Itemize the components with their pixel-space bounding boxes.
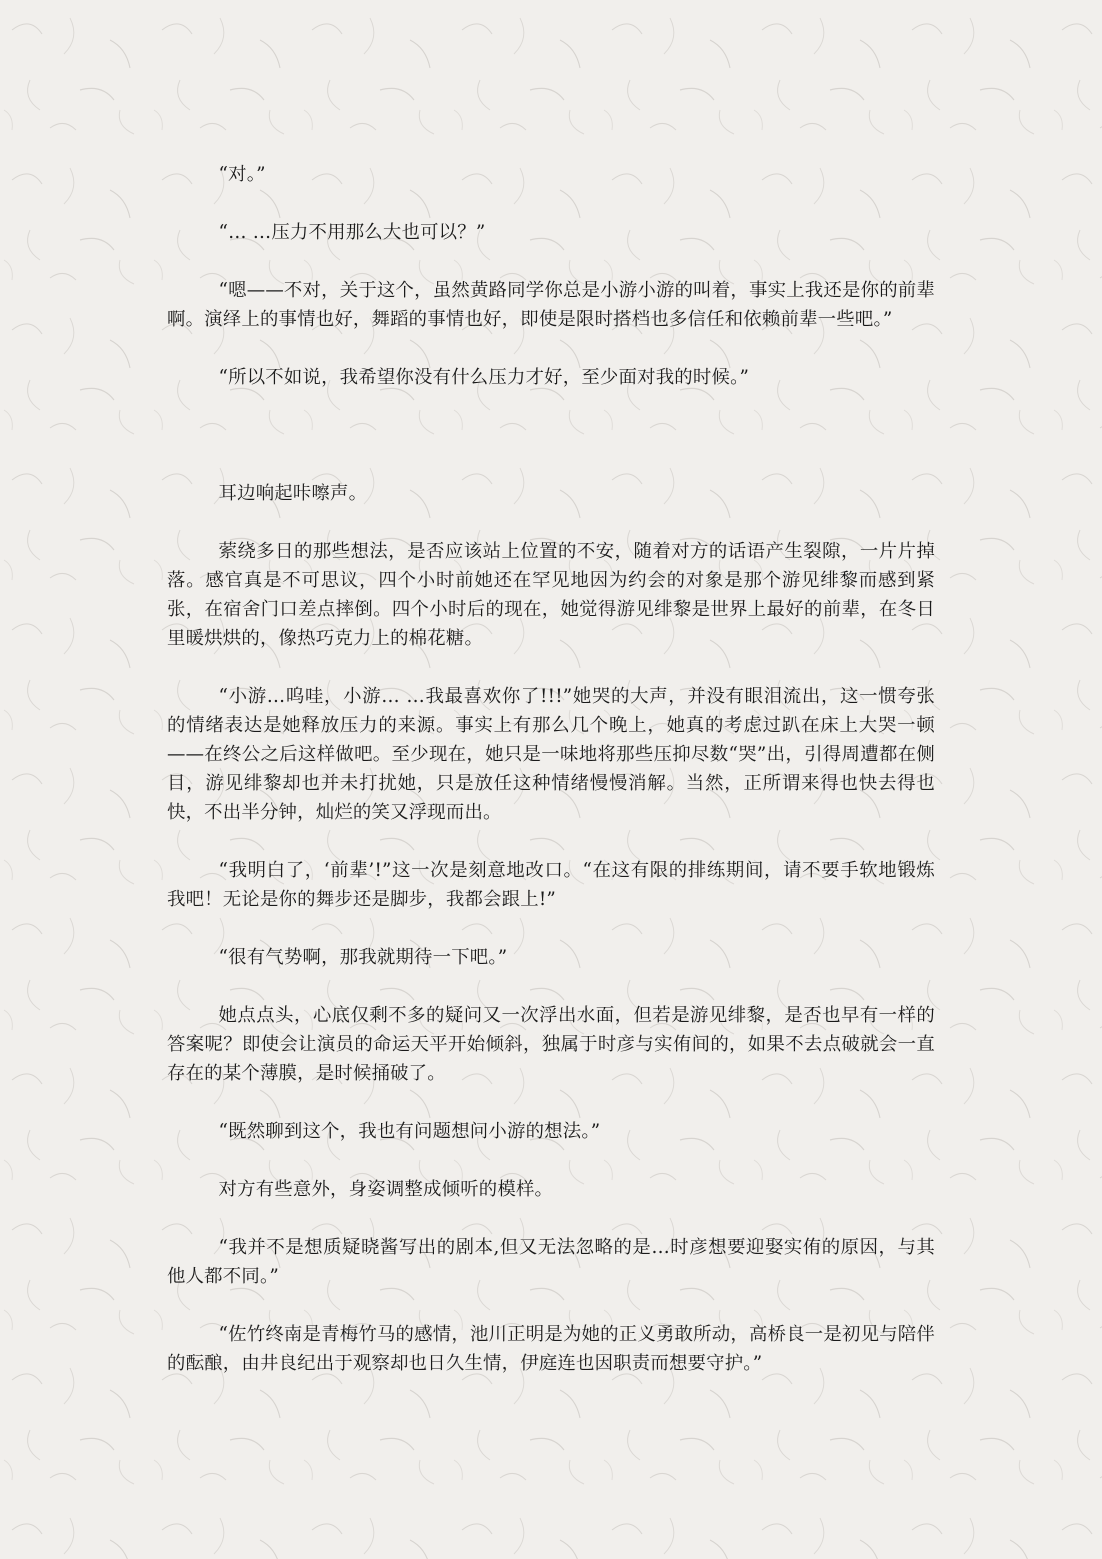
paragraph: “既然聊到这个，我也有问题想问小游的想法。”: [218, 1121, 601, 1142]
paragraph: 她点点头，心底仅剩不多的疑问又一次浮出水面，但若是游见绯黎，是否也早有一样的答案呢？即使会让演员的命运天平开始倾斜，独属于时彦与实侑间的，如果不去点破就会一直存在的某个薄膜，是时候捅破了。: [167, 1005, 935, 1084]
paragraph: “小游…呜哇，小游… …我最喜欢你了!!!”她哭的大声，并没有眼泪流出，这一惯夸张的情绪表达是她释放压力的来源。事实上有那么几个晚上，她真的考虑过趴在床上大哭一顿——在终公之后这样做吧。至少现在，她只是一味地将那些压抑尽数“哭”出，引得周遭都在侧目，游见绯黎却也并未打扰她，只是放任这种情绪慢慢消解。当然，正所谓来得也快去得也快，不出半分钟，灿烂的笑又浮现而出。: [167, 686, 935, 823]
paragraph: “佐竹终南是青梅竹马的感情，池川正明是为她的正义勇敢所动，高桥良一是初见与陪伴的酝酿，由井良纪出于观察却也日久生情，伊庭连也因职责而想要守护。”: [167, 1324, 935, 1374]
paragraph: 耳边响起咔嚓声。: [218, 483, 368, 504]
document-body: [167, 160, 935, 1378]
paragraph: “很有气势啊，那我就期待一下吧。”: [218, 947, 508, 968]
paragraph: “… …压力不用那么大也可以？”: [218, 222, 486, 243]
paragraph: “所以不如说，我希望你没有什么压力才好，至少面对我的时候。”: [218, 367, 750, 388]
paragraph: “对。”: [218, 164, 266, 185]
paragraph: “我明白了，‘前辈’!”这一次是刻意地改口。“在这有限的排练期间，请不要手软地锻炼我吧！无论是你的舞步还是脚步，我都会跟上!”: [167, 860, 935, 910]
paragraph: 萦绕多日的那些想法，是否应该站上位置的不安，随着对方的话语产生裂隙，一片片掉落。感官真是不可思议，四个小时前她还在罕见地因为约会的对象是那个游见绯黎而感到紧张，在宿舍门口差点摔倒。四个小时后的现在，她觉得游见绯黎是世界上最好的前辈，在冬日里暖烘烘的，像热巧克力上的棉花糖。: [167, 541, 935, 649]
paragraph: 对方有些意外，身姿调整成倾听的模样。: [218, 1179, 554, 1200]
paragraph: “嗯——不对，关于这个，虽然黄路同学你总是小游小游的叫着，事实上我还是你的前辈啊。演绎上的事情也好，舞蹈的事情也好，即使是限时搭档也多信任和依赖前辈一些吧。”: [167, 280, 935, 330]
paragraph: “我并不是想质疑晓酱写出的剧本,但又无法忽略的是…时彦想要迎娶实侑的原因，与其他人都不同。”: [167, 1237, 935, 1287]
